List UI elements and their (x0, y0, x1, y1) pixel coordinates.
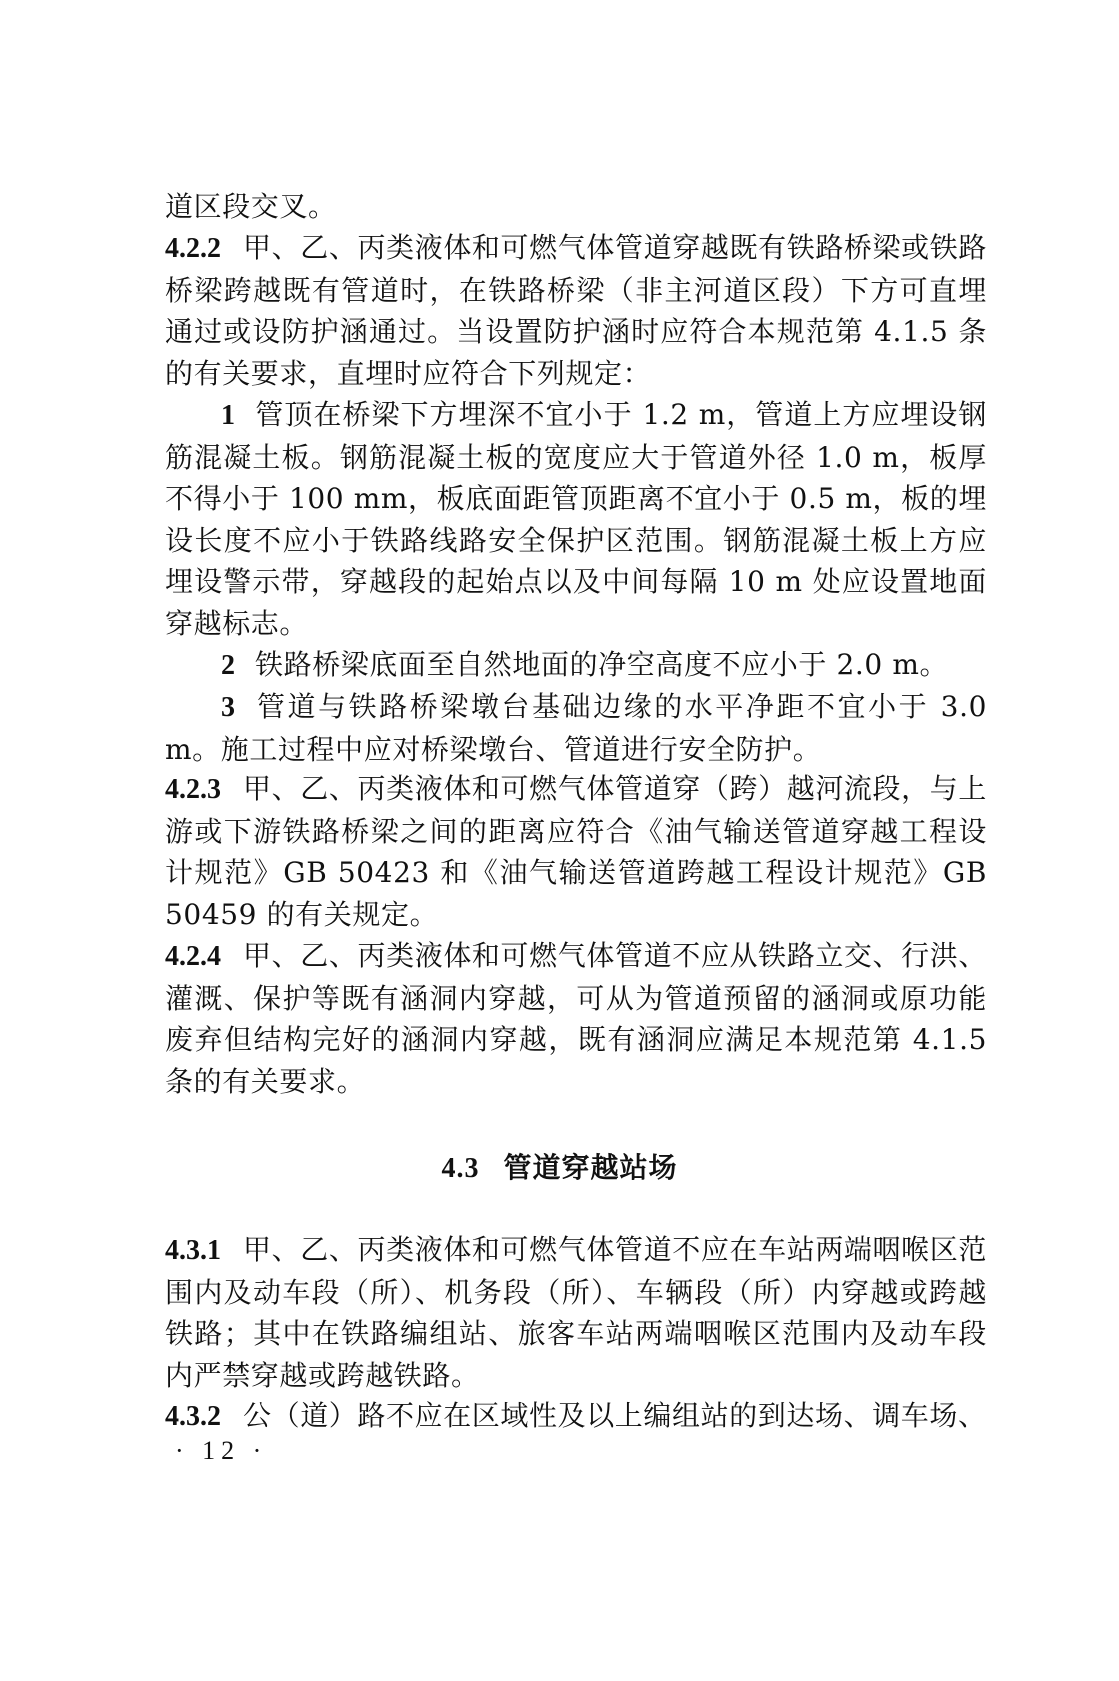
clause-text: 甲、乙、丙类液体和可燃气体管道不应在车站两端咽喉区范围内及动车段（所）、机务段（所）、车辆段（所）内穿越或跨越铁路；其中在铁路编组站、旅客车站两端咽喉区范围内及动车段内严禁穿越或跨越铁路。 (165, 1233, 987, 1392)
clause-4-2-2 (165, 227, 987, 394)
section-title: 管道穿越站场 (503, 1151, 678, 1184)
clause-number: 4.2.4 (165, 941, 221, 972)
clause-number: 4.3.2 (165, 1401, 221, 1432)
clause-4-3-1 (165, 1229, 987, 1396)
clause-number: 4.2.2 (165, 233, 221, 264)
clause-text: 甲、乙、丙类液体和可燃气体管道不应从铁路立交、行洪、灌溉、保护等既有涵洞内穿越，可从为管道预留的涵洞或原功能废弃但结构完好的涵洞内穿越，既有涵洞应满足本规范第 4.1.5 条的有关要求。 (165, 939, 987, 1098)
item-text: 管道与铁路桥梁墩台基础边缘的水平净距不宜小于 3.0 m。施工过程中应对桥梁墩台、管道进行安全防护。 (165, 690, 987, 766)
item-text: 管顶在桥梁下方埋深不宜小于 1.2 m，管道上方应埋设钢筋混凝土板。钢筋混凝土板的宽度应大于管道外径 1.0 m，板厚不得小于 100 mm，板底面距管顶距离不宜小于 0.5 m，板的埋设长度不应小于铁路线路安全保护区范围。钢筋混凝土板上方应埋设警示带，穿越段的起始点以及中间每隔 10 m 处应设置地面穿越标志。 (165, 398, 987, 640)
item-number: 1 (221, 400, 235, 431)
section-heading (0, 1146, 1119, 1186)
item-number: 2 (221, 650, 235, 681)
clause-4-3-2 (165, 1395, 987, 1438)
clause-4-2-3 (165, 768, 987, 935)
section-number: 4.3 (441, 1153, 480, 1184)
clause-text: 公（道）路不应在区域性及以上编组站的到达场、调车场、 (243, 1399, 987, 1432)
clause-number: 4.3.1 (165, 1235, 221, 1266)
clause-text: 甲、乙、丙类液体和可燃气体管道穿（跨）越河流段，与上游或下游铁路桥梁之间的距离应符合《油气输送管道穿越工程设计规范》GB 50423 和《油气输送管道跨越工程设计规范》GB 50459 的有关规定。 (165, 772, 987, 931)
item-text: 铁路桥梁底面至自然地面的净空高度不应小于 2.0 m。 (255, 648, 949, 681)
lead-paragraph (165, 186, 987, 228)
clause-4-2-2-item-2 (165, 644, 987, 687)
clause-4-2-2-item-1 (165, 394, 987, 644)
item-number: 3 (221, 692, 235, 723)
clause-4-2-4 (165, 935, 987, 1102)
page-number: · 12 · (175, 1436, 268, 1465)
lead-text: 道区段交叉。 (165, 190, 337, 223)
clause-number: 4.2.3 (165, 774, 221, 805)
clause-4-2-2-item-3 (165, 686, 987, 770)
clause-text: 甲、乙、丙类液体和可燃气体管道穿越既有铁路桥梁或铁路桥梁跨越既有管道时，在铁路桥梁（非主河道区段）下方可直埋通过或设防护涵通过。当设置防护涵时应符合本规范第 4.1.5 条的有关要求，直埋时应符合下列规定： (165, 231, 987, 390)
